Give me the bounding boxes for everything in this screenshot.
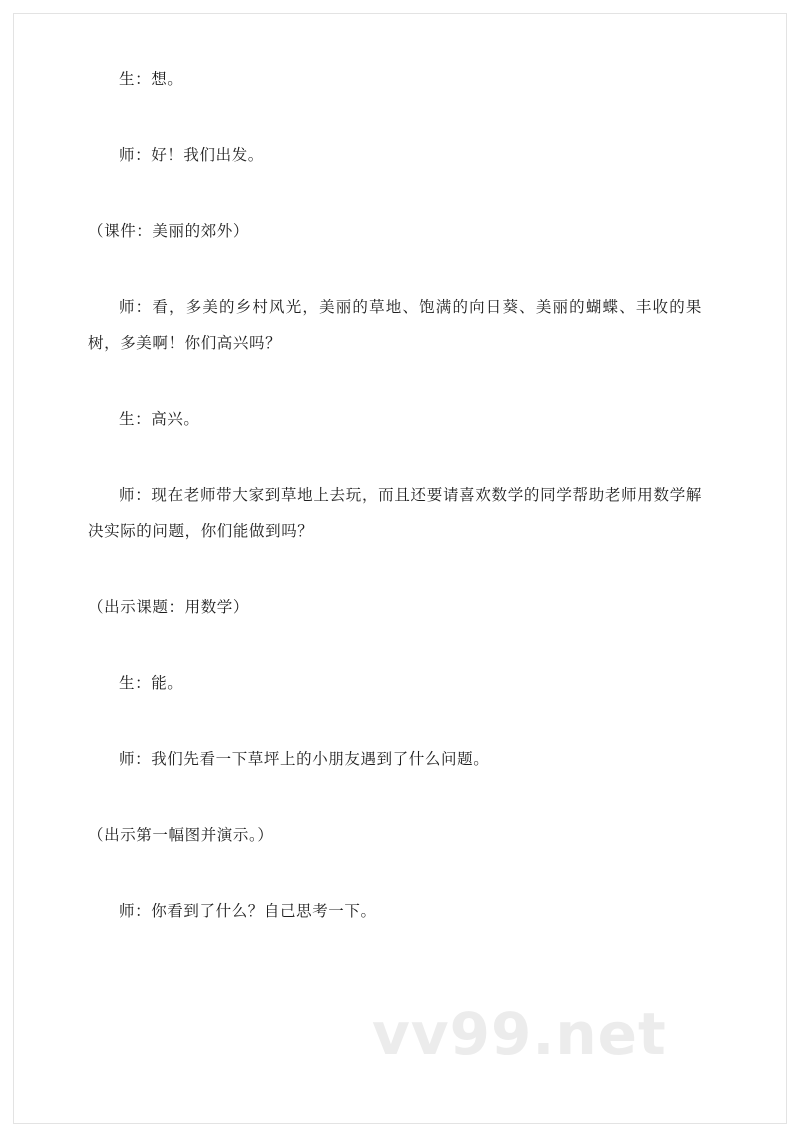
- paragraph: 师：我们先看一下草坪上的小朋友遇到了什么问题。: [119, 751, 490, 768]
- paragraph: 师：现在老师带大家到草地上去玩，而且还要请喜欢数学的同学帮助老师用数学解决实际的问题，你们能做到吗？: [88, 487, 702, 540]
- paragraph: 师：你看到了什么？自己思考一下。: [119, 903, 377, 920]
- paragraph: 生：高兴。: [119, 411, 200, 428]
- watermark: vv99.net: [372, 1000, 667, 1068]
- paragraph: 师：看，多美的乡村风光，美丽的草地、饱满的向日葵、美丽的蝴蝶、丰收的果树，多美啊！你们高兴吗？: [88, 299, 702, 352]
- document-text-body: [88, 62, 702, 970]
- paragraph: 生：想。: [119, 71, 184, 88]
- paragraph: （出示第一幅图并演示。）: [88, 827, 274, 844]
- paragraph: （课件：美丽的郊外）: [88, 223, 250, 240]
- paragraph: （出示课题：用数学）: [88, 599, 250, 616]
- paragraph: 师：好！我们出发。: [119, 147, 264, 164]
- paragraph: 生：能。: [119, 675, 184, 692]
